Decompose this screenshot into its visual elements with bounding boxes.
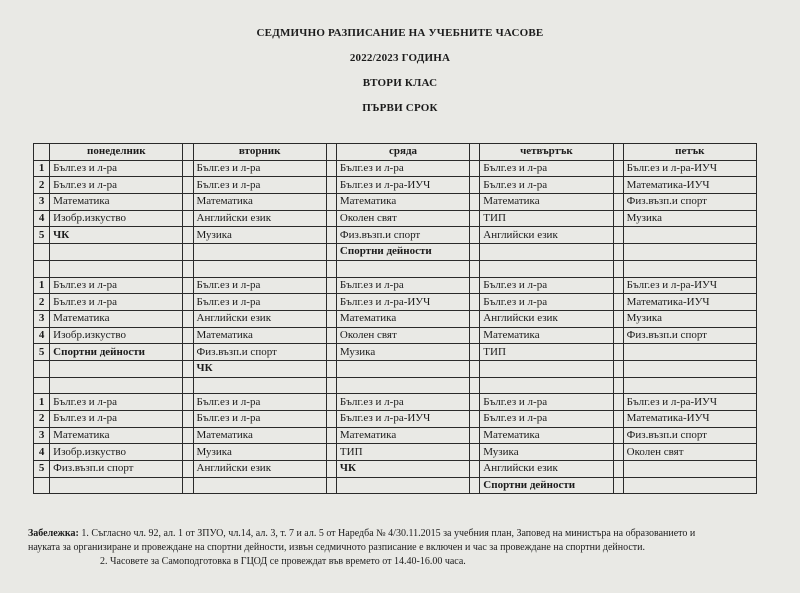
lesson-number: 3: [34, 310, 50, 327]
subject-cell: Математика: [193, 327, 326, 344]
subject-cell: Бълг.ез и л-ра: [480, 394, 613, 411]
subject-cell: Бълг.ез и л-ра: [480, 294, 613, 311]
subject-cell: ЧК: [50, 227, 183, 244]
lesson-number: 2: [34, 411, 50, 428]
subject-cell: Бълг.ез и л-ра: [50, 294, 183, 311]
subject-cell: Изобр.изкуство: [50, 327, 183, 344]
schedule-row: [34, 477, 757, 494]
subject-cell: [623, 377, 756, 394]
subject-cell: Математика: [480, 327, 613, 344]
subject-cell: Музика: [193, 444, 326, 461]
subject-cell: [623, 227, 756, 244]
schedule-row: [34, 444, 757, 461]
lesson-number: 1: [34, 277, 50, 294]
subject-cell: Физ.възп.и спорт: [623, 194, 756, 211]
schedule-row: [34, 244, 757, 261]
schedule-row: [34, 160, 757, 177]
days-header-row: [34, 144, 757, 161]
note-line-1: 1. Съгласно чл. 92, ал. 1 от ЗПУО, чл.14, ал. 3, т. 7 и ал. 5 от Наредба № 4/30.11.2015 за учебния план, Заповед на министъра на образованието и: [81, 528, 696, 539]
subject-cell: ТИП: [480, 210, 613, 227]
schedule-row: [34, 210, 757, 227]
lesson-number: 5: [34, 227, 50, 244]
day-header: понеделник: [50, 144, 183, 161]
subject-cell: Музика: [623, 310, 756, 327]
lesson-number: [34, 360, 50, 377]
subject-cell: Бълг.ез и л-ра: [480, 411, 613, 428]
schedule-row: [34, 294, 757, 311]
subject-cell: [336, 377, 469, 394]
subject-cell: Английски език: [193, 310, 326, 327]
subject-cell: Математика: [480, 194, 613, 211]
subject-cell: [193, 377, 326, 394]
lesson-number: 2: [34, 177, 50, 194]
subject-cell: [50, 244, 183, 261]
schedule-row: [34, 360, 757, 377]
subject-cell: Физ.възп.и спорт: [50, 461, 183, 478]
subject-cell: Бълг.ез и л-ра: [193, 394, 326, 411]
class-name: ВТОРИ КЛАС: [362, 77, 438, 89]
schedule-row: [34, 461, 757, 478]
schedule-row: [34, 277, 757, 294]
subject-cell: Математика-ИУЧ: [623, 177, 756, 194]
subject-cell: Английски език: [480, 461, 613, 478]
subject-cell: [480, 360, 613, 377]
subject-cell: Околен свят: [623, 444, 756, 461]
subject-cell: Бълг.ез и л-ра-ИУЧ: [623, 394, 756, 411]
subject-cell: Спортни дейности: [480, 477, 613, 494]
subject-cell: [623, 360, 756, 377]
subject-cell: [623, 477, 756, 494]
subject-cell: [193, 244, 326, 261]
note-line-3: 2. Часовете за Самоподготовка в ГЦОД се провеждат във времето от 14.40-16.00 часа.: [100, 556, 466, 567]
notes-section: [28, 527, 800, 569]
schedule-row: [34, 310, 757, 327]
term-name: ПЪРВИ СРОК: [362, 102, 438, 114]
subject-cell: Математика: [193, 194, 326, 211]
subject-cell: Бълг.ез и л-ра: [193, 277, 326, 294]
subject-cell: Бълг.ез и л-ра: [336, 394, 469, 411]
subject-cell: Математика: [50, 194, 183, 211]
subject-cell: Математика-ИУЧ: [623, 411, 756, 428]
subject-cell: Английски език: [480, 227, 613, 244]
schedule-title: СЕДМИЧНО РАЗПИСАНИЕ НА УЧЕБНИТЕ ЧАСОВЕ: [256, 27, 544, 39]
subject-cell: [193, 477, 326, 494]
schedule-row: [34, 177, 757, 194]
subject-cell: Бълг.ез и л-ра: [193, 411, 326, 428]
subject-cell: [50, 360, 183, 377]
subject-cell: [623, 344, 756, 361]
schedule-row: [34, 427, 757, 444]
schedule-row: [34, 260, 757, 277]
subject-cell: [336, 360, 469, 377]
subject-cell: Английски език: [480, 310, 613, 327]
lesson-number: 2: [34, 294, 50, 311]
day-header: четвъртък: [480, 144, 613, 161]
lesson-number: 5: [34, 344, 50, 361]
subject-cell: ЧК: [193, 360, 326, 377]
subject-cell: Бълг.ез и л-ра: [50, 160, 183, 177]
subject-cell: [50, 477, 183, 494]
schedule-row: [34, 394, 757, 411]
subject-cell: Бълг.ез и л-ра: [193, 160, 326, 177]
subject-cell: [623, 461, 756, 478]
subject-cell: Физ.възп.и спорт: [193, 344, 326, 361]
subject-cell: Математика: [336, 194, 469, 211]
day-header: вторник: [193, 144, 326, 161]
subject-cell: Изобр.изкуство: [50, 444, 183, 461]
schedule-row: [34, 344, 757, 361]
subject-cell: Спортни дейности: [336, 244, 469, 261]
note-line-2: науката за организиране и провеждане на спортни дейности, извън седмичното разписание е включен и час за провеждане на спортни дейности.: [28, 542, 646, 553]
subject-cell: Математика: [336, 310, 469, 327]
subject-cell: Бълг.ез и л-ра: [50, 394, 183, 411]
subject-cell: Бълг.ез и л-ра-ИУЧ: [336, 177, 469, 194]
schedule-row: [34, 327, 757, 344]
subject-cell: Английски език: [193, 461, 326, 478]
subject-cell: Бълг.ез и л-ра: [336, 277, 469, 294]
lesson-number: [34, 477, 50, 494]
lesson-number: 1: [34, 160, 50, 177]
subject-cell: Бълг.ез и л-ра-ИУЧ: [336, 411, 469, 428]
day-header: сряда: [336, 144, 469, 161]
subject-cell: Физ.възп.и спорт: [623, 427, 756, 444]
subject-cell: [193, 260, 326, 277]
subject-cell: Бълг.ез и л-ра: [193, 177, 326, 194]
lesson-number: [34, 260, 50, 277]
subject-cell: Математика: [480, 427, 613, 444]
schedule-row: [34, 227, 757, 244]
subject-cell: Музика: [623, 210, 756, 227]
lesson-number: 1: [34, 394, 50, 411]
subject-cell: [623, 244, 756, 261]
subject-cell: [480, 377, 613, 394]
lesson-number: [34, 244, 50, 261]
subject-cell: Бълг.ез и л-ра: [193, 294, 326, 311]
subject-cell: [623, 260, 756, 277]
subject-cell: Бълг.ез и л-ра-ИУЧ: [623, 277, 756, 294]
subject-cell: Английски език: [193, 210, 326, 227]
subject-cell: Бълг.ез и л-ра-ИУЧ: [336, 294, 469, 311]
lesson-number: 3: [34, 427, 50, 444]
subject-cell: ЧК: [336, 461, 469, 478]
subject-cell: ТИП: [336, 444, 469, 461]
subject-cell: Математика: [193, 427, 326, 444]
lesson-number: 3: [34, 194, 50, 211]
subject-cell: Бълг.ез и л-ра: [50, 277, 183, 294]
subject-cell: Бълг.ез и л-ра: [480, 277, 613, 294]
lesson-number: 4: [34, 210, 50, 227]
lesson-number: 5: [34, 461, 50, 478]
subject-cell: Бълг.ез и л-ра: [50, 177, 183, 194]
lesson-number: 4: [34, 327, 50, 344]
schedule-row: [34, 411, 757, 428]
day-header: петък: [623, 144, 756, 161]
weekly-schedule-table: [33, 143, 757, 494]
lesson-number: 4: [34, 444, 50, 461]
subject-cell: Бълг.ез и л-ра: [50, 411, 183, 428]
subject-cell: [336, 477, 469, 494]
schedule-row: [34, 377, 757, 394]
subject-cell: [336, 260, 469, 277]
subject-cell: Бълг.ез и л-ра: [336, 160, 469, 177]
subject-cell: [480, 260, 613, 277]
subject-cell: Физ.възп.и спорт: [336, 227, 469, 244]
subject-cell: Бълг.ез и л-ра: [480, 177, 613, 194]
schedule-row: [34, 194, 757, 211]
subject-cell: Бълг.ез и л-ра: [480, 160, 613, 177]
subject-cell: Спортни дейности: [50, 344, 183, 361]
subject-cell: Математика: [50, 310, 183, 327]
subject-cell: Околен свят: [336, 327, 469, 344]
subject-cell: Математика: [336, 427, 469, 444]
subject-cell: Бълг.ез и л-ра-ИУЧ: [623, 160, 756, 177]
notes-label: Забележка:: [28, 528, 79, 539]
lesson-number: [34, 377, 50, 394]
subject-cell: [50, 260, 183, 277]
subject-cell: Музика: [193, 227, 326, 244]
subject-cell: [480, 244, 613, 261]
subject-cell: [50, 377, 183, 394]
subject-cell: Околен свят: [336, 210, 469, 227]
subject-cell: Музика: [480, 444, 613, 461]
subject-cell: Изобр.изкуство: [50, 210, 183, 227]
subject-cell: Музика: [336, 344, 469, 361]
subject-cell: ТИП: [480, 344, 613, 361]
subject-cell: Математика-ИУЧ: [623, 294, 756, 311]
school-year: 2022/2023 ГОДИНА: [349, 52, 451, 64]
subject-cell: Физ.възп.и спорт: [623, 327, 756, 344]
subject-cell: Математика: [50, 427, 183, 444]
